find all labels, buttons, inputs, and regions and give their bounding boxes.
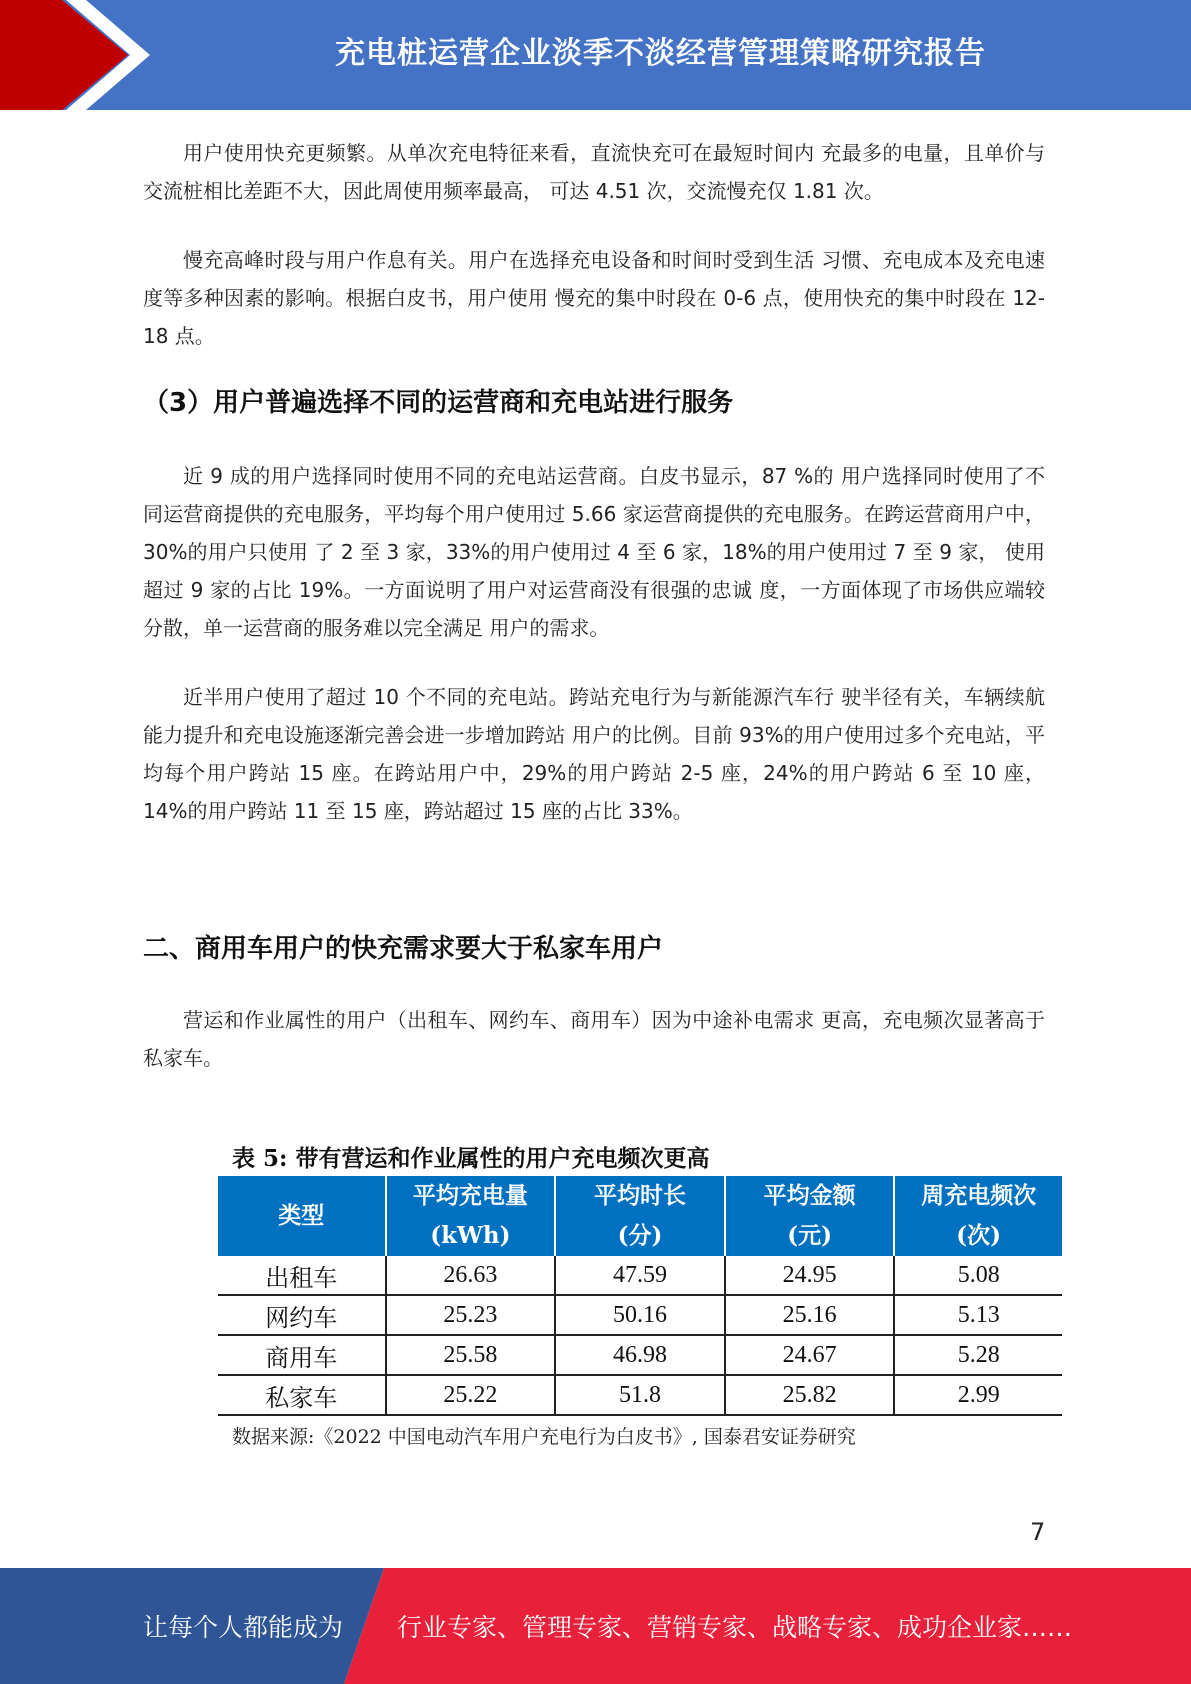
paragraph-commercial-vehicles: 营运和作业属性的用户（出租车、网约车、商用车）因为中途补电需求 更高，充电频次显著高于私家车。 bbox=[143, 1008, 1045, 1070]
report-title: 充电桩运营企业淡季不淡经营管理策略研究报告 bbox=[335, 36, 986, 71]
table-cell: 50.16 bbox=[555, 1295, 725, 1335]
table-cell: 25.16 bbox=[725, 1295, 895, 1335]
table-row bbox=[218, 1335, 1062, 1375]
table-cell: 5.13 bbox=[894, 1295, 1062, 1335]
header-weekly-frequency: 周充电频次 (次) bbox=[894, 1176, 1062, 1256]
table-cell: 47.59 bbox=[555, 1256, 725, 1295]
table-cell: 25.82 bbox=[725, 1375, 895, 1415]
charging-frequency-table bbox=[218, 1176, 1062, 1416]
page-footer bbox=[0, 1568, 1191, 1684]
table-cell: 商用车 bbox=[218, 1335, 386, 1375]
table-cell: 24.95 bbox=[725, 1256, 895, 1295]
paragraph-slow-charge-peak: 慢充高峰时段与用户作息有关。用户在选择充电设备和时间时受到生活 习惯、充电成本及充电速度等多种因素的影响。根据白皮书，用户使用 慢充的集中时段在 0-6 点，使用快充的集中时段在 12-18 点。 bbox=[143, 248, 1045, 348]
table-cell: 24.67 bbox=[725, 1335, 895, 1375]
table-cell: 25.58 bbox=[386, 1335, 556, 1375]
table-cell: 51.8 bbox=[555, 1375, 725, 1415]
table-cell: 5.08 bbox=[894, 1256, 1062, 1295]
page-number: 7 bbox=[1030, 1518, 1046, 1546]
paragraph-multi-operator: 近 9 成的用户选择同时使用不同的充电站运营商。白皮书显示，87 %的 用户选择同时使用了不同运营商提供的充电服务，平均每个用户使用过 5.66 家运营商提供的充电服务。在跨运营商用户中，30%的用户只使用 了 2 至 3 家，33%的用户使用过 4 至 6 家，18%的用户使用过 7 至 9 家， 使用超过 9 家的占比 19%。一方面说明了用户对运营商没有很强的忠诚 度，一方面体现了市场供应端较分散，单一运营商的服务难以完全满足 用户的需求。 bbox=[143, 464, 1045, 640]
header-avg-amount: 平均金额 (元) bbox=[725, 1176, 895, 1256]
table-source-note: 数据来源:《2022 中国电动汽车用户充电行为白皮书》, 国泰君安证券研究 bbox=[232, 1426, 856, 1448]
table-cell: 私家车 bbox=[218, 1375, 386, 1415]
table-cell: 26.63 bbox=[386, 1256, 556, 1295]
table-header-row bbox=[218, 1176, 1062, 1256]
table-cell: 5.28 bbox=[894, 1335, 1062, 1375]
footer-slogan-right: 行业专家、管理专家、营销专家、战略专家、成功企业家…… bbox=[397, 1613, 1073, 1642]
paragraph-fast-charge: 用户使用快充更频繁。从单次充电特征来看，直流快充可在最短时间内 充最多的电量，且单价与交流桩相比差距不大，因此周使用频率最高， 可达 4.51 次，交流慢充仅 1.81 次。 bbox=[143, 141, 1045, 203]
table-cell: 出租车 bbox=[218, 1256, 386, 1295]
table-row bbox=[218, 1295, 1062, 1335]
paragraph-multi-station: 近半用户使用了超过 10 个不同的充电站。跨站充电行为与新能源汽车行 驶半径有关，车辆续航能力提升和充电设施逐渐完善会进一步增加跨站 用户的比例。目前 93%的用户使用过多个充电站，平均每个用户跨站 15 座。在跨站用户中，29%的用户跨站 2-5 座，24%的用户跨站 6 至 10 座， 14%的用户跨站 11 至 15 座，跨站超过 15 座的占比 33%。 bbox=[143, 685, 1045, 823]
section-heading-3: （3）用户普遍选择不同的运营商和充电站进行服务 bbox=[143, 388, 734, 418]
table-title: 表 5: 带有营运和作业属性的用户充电频次更高 bbox=[232, 1145, 710, 1172]
table-row bbox=[218, 1375, 1062, 1415]
table-cell: 25.23 bbox=[386, 1295, 556, 1335]
table-cell: 网约车 bbox=[218, 1295, 386, 1335]
header-avg-duration: 平均时长 (分) bbox=[555, 1176, 725, 1256]
page-header bbox=[0, 0, 1191, 110]
header-type: 类型 bbox=[218, 1176, 386, 1256]
table-cell: 46.98 bbox=[555, 1335, 725, 1375]
table-cell: 25.22 bbox=[386, 1375, 556, 1415]
section-heading-2: 二、商用车用户的快充需求要大于私家车用户 bbox=[143, 934, 664, 964]
footer-slogan-left: 让每个人都能成为 bbox=[143, 1613, 344, 1642]
table-cell: 2.99 bbox=[894, 1375, 1062, 1415]
table-row bbox=[218, 1256, 1062, 1295]
header-avg-energy: 平均充电量 (kWh) bbox=[386, 1176, 556, 1256]
